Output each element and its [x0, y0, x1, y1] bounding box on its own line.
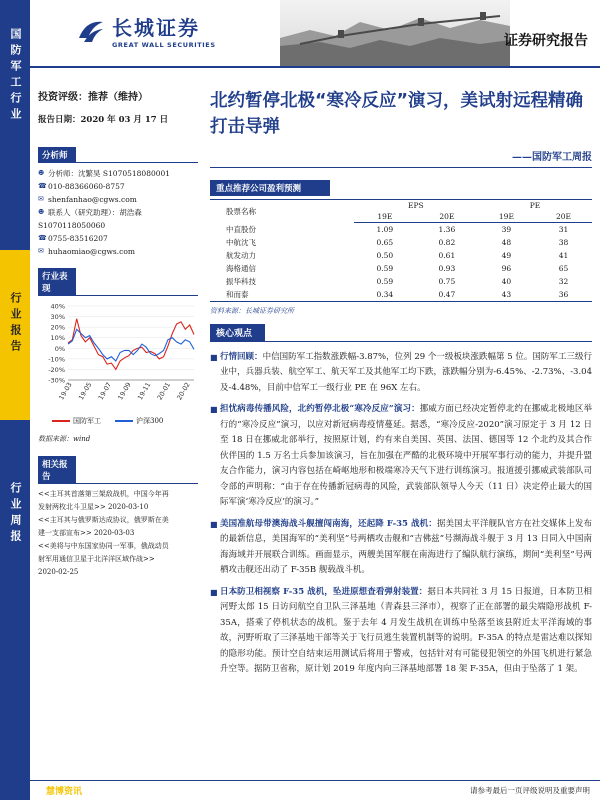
series-line-hs300 [68, 329, 194, 361]
y-tick-label: -10% [48, 355, 65, 364]
strip-report [0, 250, 30, 420]
phone-icon: ☎ [38, 182, 47, 190]
value-cell: 65 [558, 263, 569, 273]
person-icon: ☻ [38, 169, 45, 177]
main-content [210, 88, 592, 684]
value-cell: 0.65 [376, 237, 394, 247]
value-cell: 0.61 [438, 250, 456, 260]
logo-chinese-name: 长城证券 [112, 16, 200, 40]
paragraph-lead: 日本防卫相视察 F-35 战机，坠进原想查看弹射装置： [220, 586, 428, 597]
value-cell: 0.59 [376, 276, 394, 286]
value-cell: 0.75 [438, 276, 456, 286]
value-cell: 1.36 [438, 224, 456, 234]
paragraph-text: 中信国防军工指数涨跌幅-3.87%，位列 29 个一级板块涨跌幅第 5 位。国防军工三级行业中，兵器兵装、航空军工、航天军工及其他军工均下跌，涨跌幅分别为-6.45%、-2.73%、-3.04 及-4.48%，目前中信军工一级行业 PE 在 96X 左右。 [220, 351, 592, 393]
bullet-icon: ■ [210, 352, 218, 362]
y-tick-label: 20% [50, 323, 65, 332]
value-cell: 96 [501, 263, 512, 273]
column-header-year: 20E [535, 211, 592, 223]
page-header [30, 0, 600, 68]
person-icon: ☻ [38, 208, 45, 216]
value-cell: 0.47 [438, 289, 456, 299]
table-row [210, 262, 592, 275]
value-cell: 41 [558, 250, 569, 260]
bullet-icon: ■ [210, 405, 218, 414]
x-tick-label: 20-02 [175, 381, 192, 402]
bullet-icon: ■ [210, 587, 218, 597]
stock-name-cell: 航发动力 [226, 250, 256, 260]
legend-label: 沪深300 [136, 417, 164, 425]
legend-swatch [52, 420, 70, 422]
report-title: 北约暂停北极“寒冷反应”演习，美试射远程精确打击导弹 [210, 91, 584, 137]
analyst-line [38, 232, 198, 245]
paragraph-text: 据日本共同社 3 月 15 日报道，日本防卫相河野太郎 15 日访问航空自卫队三泽基地（青森县三泽市），视察了正在部署的最尖端隐形战机 F-35A，搭乘了停机状态的战机。鉴于去年 4 月发生战机在训练中坠落至该县附近太平洋海域的事故，河野听取了三泽基地干部等关于飞行员逃生装置机制等的说明。F-35A 的特点是雷达难以探知的隐形功能。预计空自结束运用测试后将用于警戒，包括针对有可能侵犯领空的外国飞机进行紧急升空等。据防卫省称，原计划 2019 年度内向三泽基地部署 18 架 F-35A，但由于坠落了 1 架。 [220, 586, 592, 674]
series-line-defense [68, 319, 194, 370]
x-tick-label: 20-01 [155, 381, 173, 402]
core-views-title: 核心观点 [210, 324, 265, 341]
related-report-link[interactable]: <<主耳其与俄罗斯达成协议，俄罗斯在美 [38, 516, 169, 524]
legend-item-defense [52, 416, 101, 426]
related-report-link[interactable]: 射军用通信卫星于北洋洋区域作战>> [38, 555, 155, 563]
investment-rating: 投资评级：推荐（维持） [38, 92, 148, 103]
value-cell: 0.82 [438, 237, 456, 247]
value-cell: 36 [558, 289, 569, 299]
related-report-link[interactable]: 发射两枚北斗卫星>> 2020-03-10 [38, 503, 149, 511]
value-cell: 43 [501, 289, 512, 299]
table-source: 资料来源：长城证券研究所 [210, 306, 294, 315]
related-report-link[interactable]: 建一支部宣布>> 2020-03-03 [38, 529, 135, 537]
chart-source: 数据来源：wind [38, 435, 91, 443]
strip-weekly [0, 420, 30, 800]
strip-weekly-label: 行业周报 [9, 482, 22, 546]
footer-disclaimer: 请参考最后一页评级说明及重要声明 [470, 786, 590, 795]
stock-name-cell: 中航沈飞 [226, 237, 256, 247]
value-cell: 0.50 [376, 250, 394, 260]
analyst-line [38, 219, 198, 232]
sidebar [38, 88, 198, 579]
value-cell: 1.09 [376, 224, 394, 234]
y-tick-label: -30% [48, 376, 65, 385]
great-wall-banner-image [280, 0, 510, 66]
legend-label: 国防军工 [73, 417, 101, 425]
analyst-line [38, 167, 198, 180]
value-cell: 0.34 [376, 289, 394, 299]
value-cell: 49 [501, 250, 512, 260]
x-tick-label: 19-03 [57, 381, 74, 402]
value-cell: 48 [501, 237, 512, 247]
related-report-link[interactable]: 2020-02-25 [38, 568, 79, 576]
company-logo [76, 12, 216, 49]
report-subtitle: ——国防军工周报 [210, 148, 592, 168]
value-cell: 38 [558, 237, 569, 247]
column-header-stock: 股票名称 [226, 206, 256, 216]
paragraph-us-navy [210, 517, 592, 579]
x-tick-label: 19-07 [96, 381, 114, 402]
value-cell: 40 [501, 276, 512, 286]
paragraph-lead: 美国准航母带澳海战斗舰擅闯南海，还起降 F-35 战机： [220, 518, 437, 529]
strip-report-label: 行业报告 [9, 292, 22, 356]
table-row [210, 275, 592, 288]
column-header-eps: EPS [408, 201, 424, 210]
paragraph-japan-f35 [210, 585, 592, 678]
table-row [210, 236, 592, 249]
x-tick-label: 19-11 [136, 381, 153, 402]
chart-legend [52, 416, 198, 426]
great-wall-logo-icon [76, 16, 106, 46]
logo-english-name: GREAT WALL SECURITIES [112, 41, 216, 49]
stock-name-cell: 海格通信 [226, 263, 256, 273]
strip-industry [0, 0, 30, 250]
value-cell: 0.59 [376, 263, 394, 273]
stock-name-cell: 振华科技 [226, 276, 256, 286]
column-header-pe: PE [529, 201, 541, 210]
industry-trend-chart [38, 302, 198, 426]
related-report-link[interactable]: <<主耳其首落第三架敌战机，中国今年再 [38, 490, 169, 498]
strip-industry-label: 国防军工行业 [9, 28, 22, 124]
paragraph-nato-exercise [210, 402, 592, 511]
report-type-label: 证券研究报告 [504, 33, 588, 49]
analyst-line [38, 245, 198, 258]
value-cell: 39 [501, 224, 512, 234]
footer-watermark: 慧博资讯 [46, 787, 83, 797]
mail-icon: ✉ [38, 247, 44, 255]
analyst-text: S1070118050060 [38, 221, 106, 230]
table-row [210, 249, 592, 262]
related-reports-list [38, 488, 198, 579]
table-row [210, 288, 592, 302]
analyst-line [38, 193, 198, 206]
analyst-text: 分析师：沈繁昊 S1070518080001 [48, 169, 171, 178]
legend-item-hs300 [115, 416, 163, 426]
related-section-title: 相关报告 [38, 456, 76, 484]
x-tick-label: 19-05 [77, 381, 94, 402]
trend-chart-svg [38, 302, 198, 412]
table-row [210, 223, 592, 236]
y-tick-label: 10% [50, 334, 65, 343]
x-tick-label: 19-09 [116, 381, 133, 402]
paragraph-lead: 担忧病毒传播风险，北约暂停北极“寒冷反应”演习： [220, 404, 420, 414]
table-group-header-row [210, 200, 592, 212]
analyst-email-link[interactable]: huhaomiao@cgws.com [48, 247, 135, 256]
phone-icon: ☎ [38, 234, 47, 242]
left-color-strip [0, 0, 30, 800]
analyst-info [38, 167, 198, 258]
paragraph-text: 据美国太平洋舰队官方在社交媒体上发布的最新信息，美国海军的“美利坚”号两栖攻击舰和“吉佛兹”号濒海战斗舰于 3 月 13 日同入中国南海海域并开展联合训练。画面显示，两艘美国军舰在南海进行了编队航行演练，期间“美利坚”号两栖攻击舰还出动了 F-35B 舰载战斗机。 [220, 518, 592, 575]
table-body [210, 223, 592, 302]
paragraph-lead: 行情回顾： [220, 351, 263, 362]
analyst-line [38, 180, 198, 193]
stock-name-cell: 中直股份 [226, 224, 256, 234]
column-header-year: 20E [416, 211, 478, 223]
report-date: 报告日期：2020 年 03 月 17 日 [38, 115, 169, 125]
analyst-text: 010-88366060-8757 [48, 182, 125, 191]
analyst-section-title: 分析师 [38, 147, 76, 163]
earnings-forecast-table [210, 199, 592, 302]
paragraph-text: 挪威方面已经决定暂停北约在挪威北极地区举行的“寒冷反应”演习，以应对新冠病毒疫情蔓延。据悉，“寒冷反应-2020”演习原定于 3 月 12 日至 18 日在挪威北部举行，按照原计划，约有来自美国、英国、法国、德国等 12 个北约及其合作伙伴国的 1.5 万名士兵参加该演习，旨在加强在严酷的北极环境中开展军事行动的能力，并提升盟友合作能力，演习内容包括在崎岖地形和极端寒冷天气下进行训练演习。报道援引挪威武装部队司令部的声明称：“由于存在传播新冠病毒的风险，武装部队领导人今天（11 日）决定停止最大的国际军演‘寒冷反应’的演习。” [220, 404, 592, 507]
column-header-year: 19E [354, 211, 416, 223]
legend-swatch [115, 420, 133, 422]
analyst-email-link[interactable]: shenfanhao@cgws.com [48, 195, 137, 204]
y-tick-label: -20% [48, 365, 65, 374]
analyst-text: 联系人（研究助理）：胡浩森 [48, 208, 142, 217]
value-cell: 0.93 [438, 263, 456, 273]
table-title: 重点推荐公司盈利预测 [210, 180, 330, 196]
bullet-icon: ■ [210, 519, 218, 529]
y-tick-label: 30% [50, 313, 65, 322]
analyst-line [38, 206, 198, 219]
column-header-year: 19E [478, 211, 535, 223]
related-report-link[interactable]: <<美将与中东国家协同一军事，俄战动员 [38, 542, 169, 550]
mail-icon: ✉ [38, 195, 44, 203]
value-cell: 31 [558, 224, 569, 234]
y-tick-label: 40% [50, 302, 65, 311]
paragraph-market-review [210, 350, 592, 397]
page-footer [30, 780, 600, 800]
stock-name-cell: 和而泰 [226, 289, 249, 299]
y-tick-label: 0% [54, 344, 65, 353]
value-cell: 32 [558, 276, 569, 286]
analyst-text: 0755-83516207 [48, 234, 108, 243]
section-divider [210, 341, 592, 342]
trend-section-title: 行业表现 [38, 268, 76, 296]
